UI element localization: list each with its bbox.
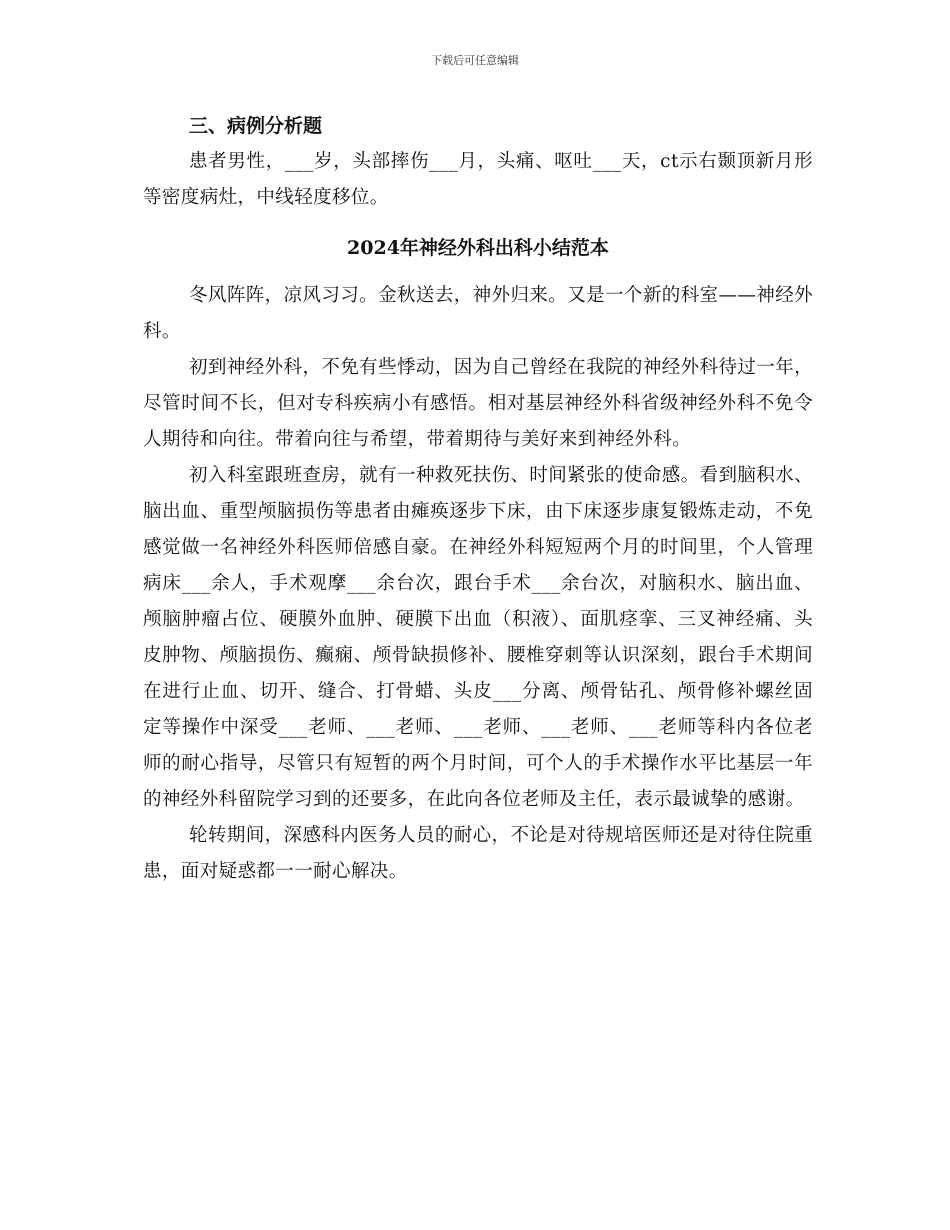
article-paragraph-1: 冬风阵阵，凉风习习。金秋送去，神外归来。又是一个新的科室——神经外科。 bbox=[143, 285, 813, 342]
section-title: 三、病例分析题 bbox=[189, 115, 323, 137]
article-title: 2024年神经外科出科小结范本 bbox=[347, 237, 609, 259]
header-note: 下载后可任意编辑 bbox=[431, 54, 519, 67]
article-paragraph-3: 初入科室跟班查房，就有一种救死扶伤、时间紧张的使命感。看到脑积水、脑出血、重型颅脑损伤等患者由瘫痪逐步下床，由下床逐步康复锻炼走动，不免感觉做一名神经外科医师倍感自豪。在神经外科短短两个月的时间里，个人管理病床___余人，手术观摩___余台次，跟台手术___余台次，对脑积水、脑出血、颅脑肿瘤占位、硬膜外血肿、硬膜下出血（积液）、面肌痉挛、三叉神经痛、头皮肿物、颅脑损伤、癫痫、颅骨缺损修补、腰椎穿刺等认识深刻，跟台手术期间在进行止血、切开、缝合、打骨蜡、头皮___分离、颅骨钻孔、颅骨修补螺丝固定等操作中深受___老师、___老师、___老师、___老师、___老师等科内各位老师的耐心指导，尽管只有短暂的两个月时间，可个人的手术操作水平比基层一年的神经外科留院学习到的还要多，在此向各位老师及主任，表示最诚挚的感谢。 bbox=[143, 465, 813, 810]
document-body bbox=[143, 108, 813, 890]
case-paragraph: 患者男性，___岁，头部摔伤___月，头痛、呕吐___天，ct示右颞顶新月形等密度病灶，中线轻度移位。 bbox=[143, 151, 813, 208]
article-paragraph-4: 轮转期间，深感科内医务人员的耐心，不论是对待规培医师还是对待住院重患，面对疑惑都一一耐心解决。 bbox=[143, 825, 813, 882]
article-paragraph-2: 初到神经外科，不免有些悸动，因为自己曾经在我院的神经外科待过一年，尽管时间不长，但对专科疾病小有感悟。相对基层神经外科省级神经外科不免令人期待和向往。带着向往与希望，带着期待与美好来到神经外科。 bbox=[143, 357, 813, 450]
